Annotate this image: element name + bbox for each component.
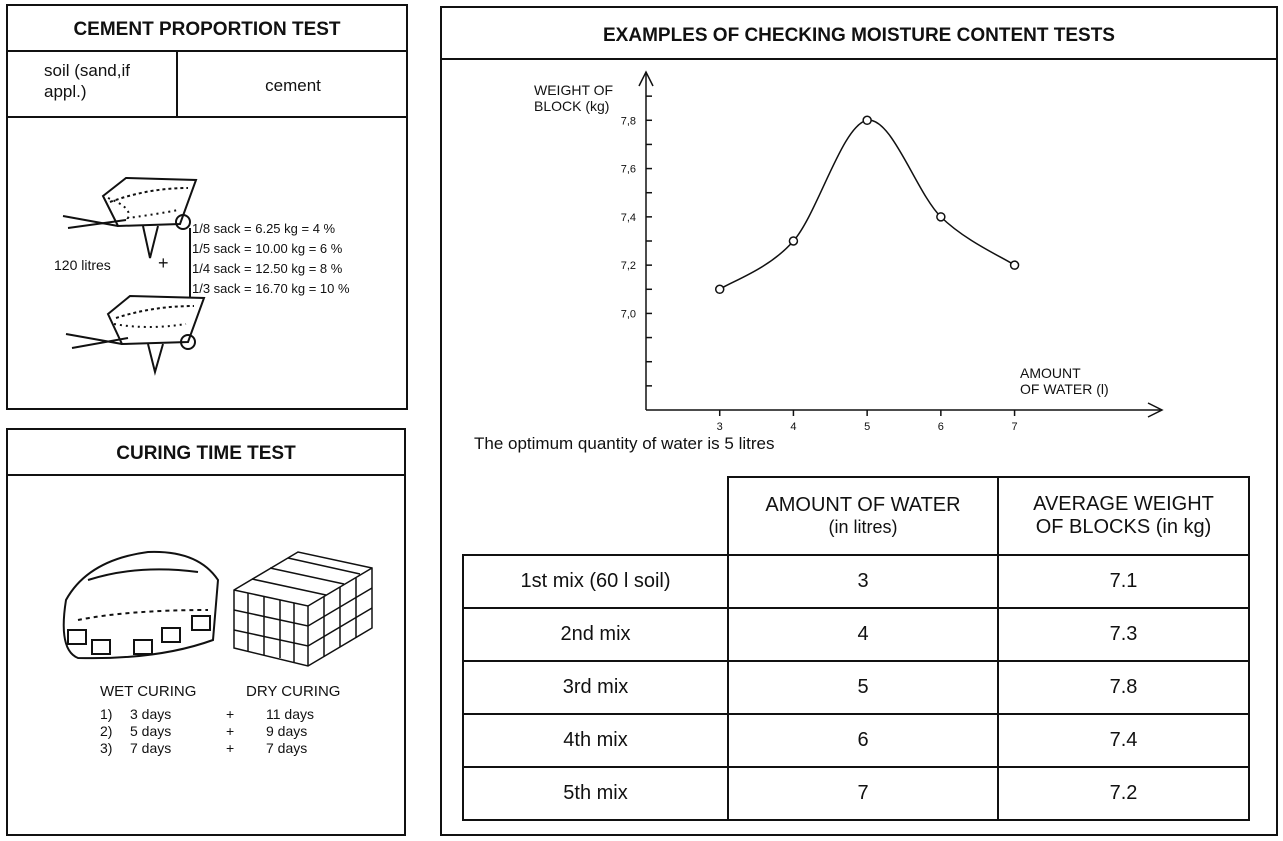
soil-volume-label: 120 litres bbox=[54, 257, 111, 273]
y-axis-label: BLOCK (kg) bbox=[534, 98, 610, 114]
table-row bbox=[463, 767, 1249, 820]
curing-row-number: 1) bbox=[100, 706, 113, 722]
curing-row-dry: 7 days bbox=[266, 740, 308, 756]
data-point bbox=[716, 285, 724, 293]
table-cell-weight: 7.4 bbox=[998, 714, 1249, 767]
dry-curing-label: DRY CURING bbox=[246, 683, 341, 700]
table-header-blank bbox=[463, 477, 728, 555]
table-cell-mix: 5th mix bbox=[463, 767, 728, 820]
moisture-chart bbox=[442, 60, 1276, 440]
wheelbarrow-bottom-icon bbox=[66, 296, 204, 372]
table-cell-mix: 3rd mix bbox=[463, 661, 728, 714]
curing-row-wet: 3 days bbox=[130, 706, 172, 722]
table-cell-water: 7 bbox=[728, 767, 998, 820]
cement-options-list bbox=[192, 219, 350, 299]
data-point bbox=[863, 116, 871, 124]
table-row bbox=[463, 608, 1249, 661]
cement-option-item: 1/4 sack = 12.50 kg = 8 % bbox=[192, 261, 343, 276]
curing-row-wet: 7 days bbox=[130, 740, 172, 756]
table-row bbox=[463, 661, 1249, 714]
curing-row bbox=[100, 723, 360, 740]
curing-row-operator: + bbox=[226, 723, 235, 739]
table-cell-mix: 2nd mix bbox=[463, 608, 728, 661]
curing-row-wet: 5 days bbox=[130, 723, 172, 739]
curing-row-number: 3) bbox=[100, 740, 113, 756]
moisture-curve bbox=[720, 120, 1015, 289]
table-cell-weight: 7.8 bbox=[998, 661, 1249, 714]
moisture-table bbox=[462, 476, 1250, 821]
table-cell-water: 4 bbox=[728, 608, 998, 661]
table-cell-water: 5 bbox=[728, 661, 998, 714]
moisture-test-panel bbox=[440, 6, 1278, 836]
curing-time-title: CURING TIME TEST bbox=[116, 443, 296, 464]
x-tick-label: 4 bbox=[790, 421, 797, 433]
x-tick-label: 6 bbox=[937, 421, 944, 433]
cement-option-item: 1/5 sack = 10.00 kg = 6 % bbox=[192, 241, 343, 256]
curing-row-number: 2) bbox=[100, 723, 113, 739]
y-tick-label: 7,0 bbox=[620, 308, 636, 321]
table-row bbox=[463, 714, 1249, 767]
table-cell-weight: 7.1 bbox=[998, 555, 1249, 608]
x-axis-label: AMOUNT bbox=[1020, 365, 1081, 381]
curing-row-dry: 11 days bbox=[266, 706, 314, 722]
table-row bbox=[463, 555, 1249, 608]
chart-axes bbox=[639, 72, 1162, 417]
cement-column-label: cement bbox=[265, 76, 321, 95]
header-weight-line1: AVERAGE WEIGHT bbox=[1033, 493, 1214, 515]
data-point bbox=[789, 237, 797, 245]
table-cell-water: 6 bbox=[728, 714, 998, 767]
y-tick-label: 7,4 bbox=[620, 211, 636, 224]
wet-curing-label: WET CURING bbox=[100, 683, 197, 700]
table-cell-weight: 7.2 bbox=[998, 767, 1249, 820]
table-header-row bbox=[463, 477, 1249, 555]
curing-header-divider bbox=[8, 474, 404, 476]
header-water-main: AMOUNT OF WATER bbox=[765, 494, 961, 516]
cement-option-item: 1/3 sack = 16.70 kg = 10 % bbox=[192, 281, 350, 296]
table-header-weight bbox=[998, 477, 1249, 555]
curing-rows bbox=[100, 706, 360, 757]
moisture-test-title: EXAMPLES OF CHECKING MOISTURE CONTENT TESTS bbox=[603, 25, 1115, 46]
curing-row-operator: + bbox=[226, 706, 235, 722]
plus-sign: + bbox=[158, 253, 169, 273]
y-axis-label: WEIGHT OF bbox=[534, 82, 614, 98]
header-weight-line2: OF BLOCKS (in kg) bbox=[1035, 516, 1212, 538]
x-tick-label: 7 bbox=[1011, 421, 1018, 433]
curing-row bbox=[100, 706, 360, 723]
optimum-note: The optimum quantity of water is 5 litres bbox=[474, 434, 775, 453]
cement-header-divider bbox=[8, 50, 406, 52]
y-tick-label: 7,2 bbox=[620, 260, 636, 273]
cement-proportion-panel bbox=[6, 4, 408, 410]
soil-column-label: soil (sand,if appl.) bbox=[44, 61, 130, 101]
curing-row-operator: + bbox=[226, 740, 235, 756]
header-water-sub: (in litres) bbox=[828, 517, 898, 537]
data-point bbox=[1011, 261, 1019, 269]
table-cell-mix: 1st mix (60 l soil) bbox=[463, 555, 728, 608]
y-tick-label: 7,6 bbox=[620, 163, 636, 176]
x-axis-label: OF WATER (l) bbox=[1020, 381, 1109, 397]
data-point bbox=[937, 213, 945, 221]
covered-block-stack-icon bbox=[64, 552, 218, 658]
curing-row-dry: 9 days bbox=[266, 723, 308, 739]
x-tick-label: 5 bbox=[864, 421, 871, 433]
cement-option-item: 1/8 sack = 6.25 kg = 4 % bbox=[192, 221, 336, 236]
x-tick-label: 3 bbox=[716, 421, 723, 433]
table-cell-mix: 4th mix bbox=[463, 714, 728, 767]
block-stack-icon bbox=[234, 552, 372, 666]
wheelbarrow-top-icon bbox=[63, 178, 196, 258]
cement-proportion-title: CEMENT PROPORTION TEST bbox=[73, 19, 341, 40]
table-header-water bbox=[728, 477, 998, 555]
table-cell-weight: 7.3 bbox=[998, 608, 1249, 661]
curing-time-panel bbox=[6, 428, 406, 836]
table-cell-water: 3 bbox=[728, 555, 998, 608]
y-tick-label: 7,8 bbox=[620, 115, 636, 128]
curing-row bbox=[100, 740, 360, 757]
